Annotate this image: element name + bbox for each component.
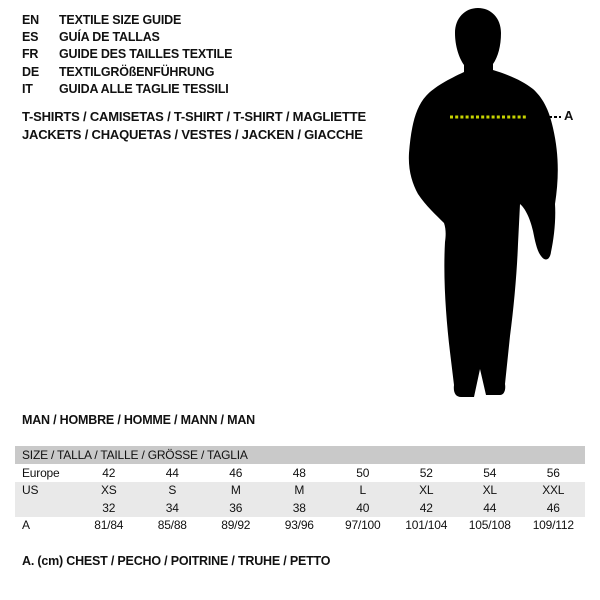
row-label: US	[22, 483, 39, 498]
size-value: M	[294, 483, 305, 498]
man-silhouette	[403, 6, 568, 401]
size-value: 50	[356, 465, 370, 480]
row-label: A	[22, 518, 30, 533]
lang-title: GUIDE DES TAILLES TEXTILE	[59, 47, 233, 62]
size-table-header: SIZE / TALLA / TAILLE / GRÖSSE / TAGLIA	[15, 446, 585, 464]
row-label: Europe	[22, 465, 60, 480]
size-value: 32	[102, 500, 116, 515]
chest-footnote: A. (cm) CHEST / PECHO / POITRINE / TRUHE / PETTO	[22, 554, 331, 568]
category-tshirts: T-SHIRTS / CAMISETAS / T-SHIRT / T-SHIRT / MAGLIETTE	[22, 109, 366, 124]
lang-row-it	[22, 81, 232, 98]
size-value: 44	[165, 465, 179, 480]
lang-code: FR	[22, 47, 39, 62]
size-value: 109/112	[532, 518, 574, 533]
section-title-man: MAN / HOMBRE / HOMME / MANN / MAN	[22, 413, 255, 427]
size-value: 46	[229, 465, 243, 480]
size-table	[15, 446, 585, 534]
lang-title: TEXTILE SIZE GUIDE	[59, 12, 182, 27]
size-value: 105/108	[468, 518, 511, 533]
size-value: 42	[102, 465, 116, 480]
size-value: 56	[546, 465, 560, 480]
category-list	[22, 108, 366, 144]
table-row-europe	[15, 464, 585, 482]
lang-code: EN	[22, 12, 39, 27]
lang-code: DE	[22, 64, 39, 79]
size-value: XXL	[542, 483, 565, 498]
size-value: 38	[292, 500, 306, 515]
size-value: 40	[356, 500, 370, 515]
lang-row-es	[22, 28, 232, 45]
size-value: 85/88	[157, 518, 187, 533]
size-value: 97/100	[344, 518, 381, 533]
size-value: 93/96	[284, 518, 314, 533]
lang-code: ES	[22, 30, 39, 45]
size-value: XL	[419, 483, 434, 498]
lang-code: IT	[22, 82, 33, 97]
size-value: 44	[483, 500, 497, 515]
lang-title: GUÍA DE TALLAS	[59, 30, 160, 45]
table-row-chest	[15, 517, 585, 535]
size-value: 54	[483, 465, 497, 480]
table-row-us	[15, 482, 585, 500]
size-value: 46	[546, 500, 560, 515]
size-value: XS	[100, 483, 117, 498]
language-legend	[22, 11, 232, 98]
size-value: 48	[292, 465, 306, 480]
lang-row-fr	[22, 46, 232, 63]
table-row-numeric	[15, 499, 585, 517]
lang-title: TEXTILGRÖßENFÜHRUNG	[59, 64, 215, 79]
size-value: 34	[165, 500, 179, 515]
size-value: 36	[229, 500, 243, 515]
size-value: 89/92	[221, 518, 251, 533]
lang-row-en	[22, 11, 232, 28]
size-value: 42	[419, 500, 433, 515]
size-value: S	[168, 483, 177, 498]
measure-label-a: A	[564, 108, 574, 123]
size-value: M	[230, 483, 241, 498]
size-value: 52	[419, 465, 433, 480]
size-value: 101/104	[405, 518, 448, 533]
size-value: XL	[482, 483, 497, 498]
category-jackets: JACKETS / CHAQUETAS / VESTES / JACKEN / GIACCHE	[22, 127, 363, 142]
size-value: L	[359, 483, 366, 498]
size-value: 81/84	[94, 518, 124, 533]
lang-row-de	[22, 63, 232, 80]
lang-title: GUIDA ALLE TAGLIE TESSILI	[59, 82, 229, 97]
